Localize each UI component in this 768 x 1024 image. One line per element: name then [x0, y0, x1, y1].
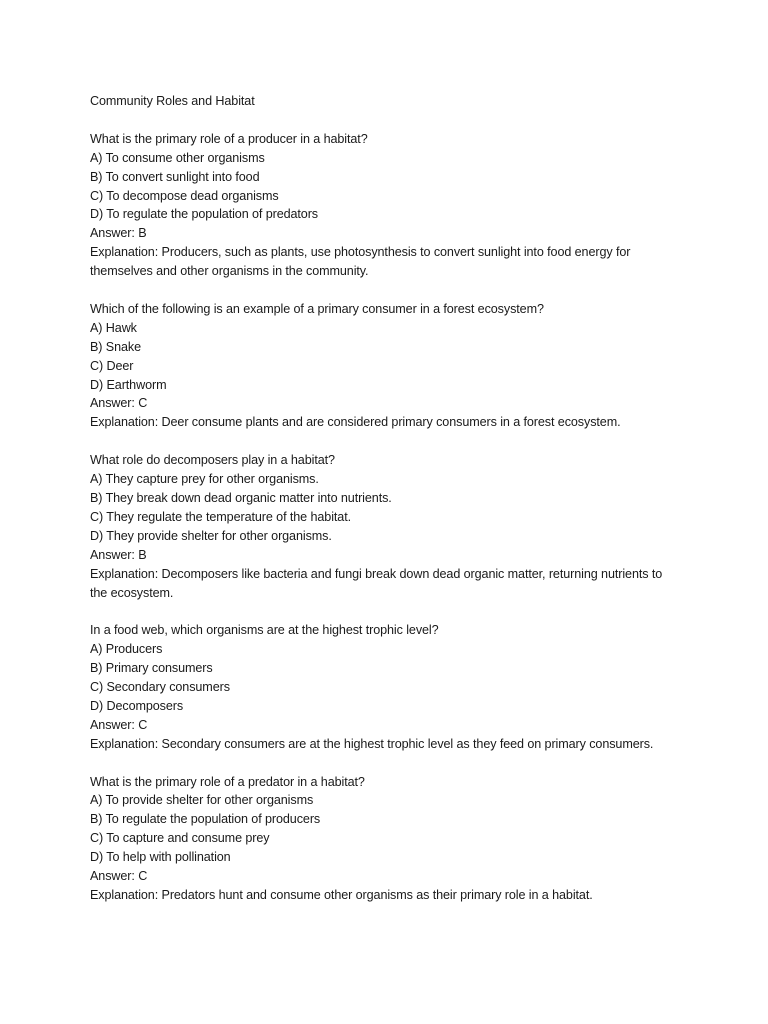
explanation-text: Explanation: Producers, such as plants, use photosynthesis to convert sunlight into food energy for themselves and other organisms in the community.: [90, 245, 631, 279]
answer-text: Answer: C: [90, 396, 148, 411]
document-page: [90, 92, 680, 924]
option-b: B) To convert sunlight into food: [90, 169, 260, 184]
option-a: A) Producers: [90, 642, 163, 657]
document-title: Community Roles and Habitat: [90, 94, 255, 108]
option-b: B) Primary consumers: [90, 661, 213, 676]
explanation-text: Explanation: Predators hunt and consume other organisms as their primary role in a habitat.: [90, 887, 593, 902]
answer-text: Answer: C: [90, 869, 148, 884]
question-text: What is the primary role of a predator in a habitat?: [90, 774, 365, 789]
option-a: A) They capture prey for other organisms.: [90, 472, 319, 487]
option-d: D) Earthworm: [90, 377, 167, 392]
option-a: A) To provide shelter for other organisms: [90, 793, 314, 808]
question-block-3: [90, 451, 680, 602]
explanation-text: Explanation: Secondary consumers are at the highest trophic level as they feed on primary consumers.: [90, 736, 654, 751]
question-block-5: [90, 773, 680, 905]
answer-text: Answer: C: [90, 717, 148, 732]
option-d: D) Decomposers: [90, 698, 184, 713]
explanation-text: Explanation: Decomposers like bacteria and fungi break down dead organic matter, returning nutrients to the ecosystem.: [90, 566, 663, 600]
question-block-2: [90, 300, 680, 432]
option-a: A) Hawk: [90, 320, 137, 335]
answer-text: Answer: B: [90, 547, 147, 562]
option-b: B) To regulate the population of producers: [90, 812, 321, 827]
question-block-1: [90, 130, 680, 281]
option-c: C) To decompose dead organisms: [90, 188, 279, 203]
option-c: C) They regulate the temperature of the habitat.: [90, 509, 351, 524]
question-text: What is the primary role of a producer in a habitat?: [90, 131, 368, 146]
option-c: C) Deer: [90, 358, 134, 373]
option-c: C) Secondary consumers: [90, 680, 230, 695]
option-d: D) To help with pollination: [90, 850, 231, 865]
option-b: B) Snake: [90, 339, 142, 354]
question-text: What role do decomposers play in a habitat?: [90, 453, 335, 468]
question-block-4: [90, 621, 680, 753]
answer-text: Answer: B: [90, 226, 147, 241]
option-b: B) They break down dead organic matter into nutrients.: [90, 490, 392, 505]
option-c: C) To capture and consume prey: [90, 831, 270, 846]
question-text: Which of the following is an example of a primary consumer in a forest ecosystem?: [90, 301, 544, 316]
option-a: A) To consume other organisms: [90, 150, 265, 165]
explanation-text: Explanation: Deer consume plants and are considered primary consumers in a forest ecosystem.: [90, 415, 621, 430]
option-d: D) To regulate the population of predators: [90, 207, 319, 222]
option-d: D) They provide shelter for other organisms.: [90, 528, 332, 543]
question-text: In a food web, which organisms are at the highest trophic level?: [90, 623, 439, 638]
